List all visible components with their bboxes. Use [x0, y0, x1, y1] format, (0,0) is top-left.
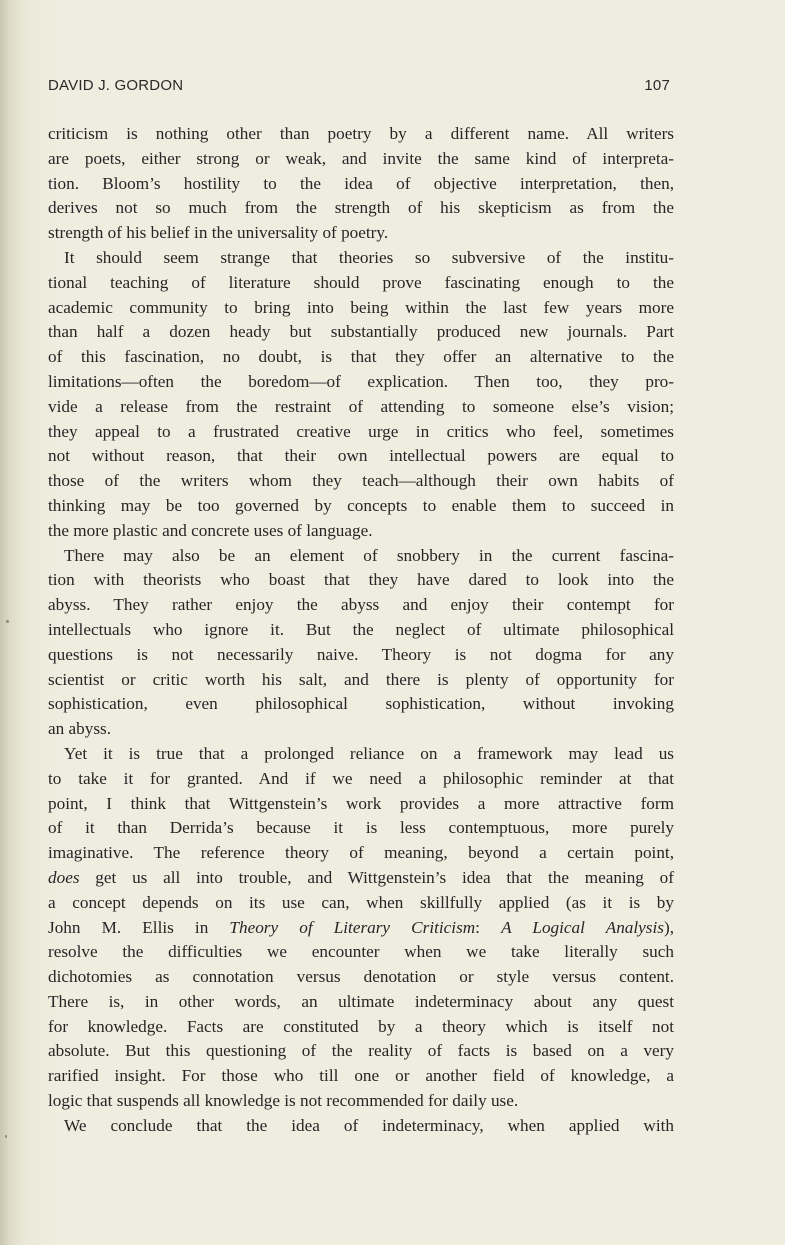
page-number: 107 [644, 77, 670, 94]
text-line [48, 370, 674, 395]
running-header [48, 77, 670, 97]
text-segment: rarified insight. For those who till one or another field of knowledge, a [48, 1066, 674, 1086]
text-segment: an abyss. [48, 719, 112, 739]
text-line [48, 122, 674, 147]
text-segment: intellectuals who ignore it. But the neglect of ultimate philosophical [48, 619, 674, 639]
text-line [48, 916, 674, 941]
text-segment: they appeal to a frustrated creative urge in critics who feel, sometimes [48, 421, 674, 441]
text-segment: absolute. But this questioning of the reality of facts is based on a very [48, 1041, 674, 1061]
text-line [48, 494, 674, 519]
text-line [48, 618, 674, 643]
text-line [48, 593, 674, 618]
text-line [48, 965, 674, 990]
text-line [48, 296, 674, 321]
text-segment: the more plastic and concrete uses of language. [48, 520, 373, 540]
text-line [48, 841, 674, 866]
text-segment: There may also be an element of snobbery in the current fascina- [64, 545, 674, 565]
text-segment: dichotomies as connotation versus denotation or style versus content. [48, 967, 674, 987]
text-segment: abyss. They rather enjoy the abyss and enjoy their contempt for [48, 595, 674, 615]
text-segment: ), [663, 917, 674, 937]
text-segment: those of the writers whom they teach—although their own habits of [48, 471, 674, 491]
text-segment: to take it for granted. And if we need a philosophic reminder at that [48, 768, 674, 788]
text-segment: questions is not necessarily naive. Theory is not dogma for any [48, 644, 674, 664]
text-segment: criticism is nothing other than poetry by a different name. All writers [48, 124, 674, 143]
text-line [48, 320, 674, 345]
text-line [48, 866, 674, 891]
text-segment: : [475, 917, 502, 937]
print-speck [5, 1135, 7, 1138]
italic-text: A Logical Analysis [501, 917, 664, 937]
body-text [48, 122, 674, 1139]
text-line [48, 767, 674, 792]
text-segment: scientist or critic worth his salt, and there is plenty of opportunity for [48, 669, 674, 689]
text-line [48, 345, 674, 370]
text-line [48, 1015, 674, 1040]
text-segment: tion. Bloom’s hostility to the idea of objective interpretation, then, [48, 173, 674, 193]
text-line [48, 1039, 674, 1064]
text-segment: Yet it is true that a prolonged reliance on a framework may lead us [64, 743, 674, 763]
text-line [48, 420, 674, 445]
text-line [48, 816, 674, 841]
text-segment: limitations—often the boredom—of explication. Then too, they pro- [48, 371, 674, 391]
text-segment: of this fascination, no doubt, is that they offer an alternative to the [48, 347, 674, 367]
text-line [48, 940, 674, 965]
text-segment: tion with theorists who boast that they have dared to look into the [48, 570, 674, 590]
text-segment: not without reason, that their own intellectual powers are equal to [48, 446, 674, 466]
text-segment: thinking may be too governed by concepts to enable them to succeed in [48, 495, 674, 515]
text-line [48, 544, 674, 569]
text-segment: There is, in other words, an ultimate indeterminacy about any quest [48, 991, 674, 1011]
text-line [48, 1089, 674, 1114]
text-line [48, 990, 674, 1015]
text-line [48, 568, 674, 593]
italic-text: does [48, 867, 80, 887]
text-line [48, 246, 674, 271]
text-segment: academic community to bring into being within the last few years more [48, 297, 674, 317]
text-line [48, 1114, 674, 1139]
text-line [48, 469, 674, 494]
text-line [48, 643, 674, 668]
text-line [48, 147, 674, 172]
text-line [48, 271, 674, 296]
text-segment: resolve the difficulties we encounter when we take literally such [48, 942, 674, 962]
text-segment: are poets, either strong or weak, and invite the same kind of interpreta- [48, 148, 674, 168]
text-segment: It should seem strange that theories so subversive of the institu- [64, 247, 674, 267]
text-line [48, 221, 674, 246]
text-line [48, 792, 674, 817]
text-line [48, 717, 674, 742]
text-line [48, 891, 674, 916]
text-segment: logic that suspends all knowledge is not recommended for daily use. [48, 1091, 519, 1111]
text-line [48, 519, 674, 544]
italic-text: Theory of Literary Criticism [229, 917, 476, 937]
text-line [48, 395, 674, 420]
text-line [48, 1064, 674, 1089]
text-line [48, 692, 674, 717]
text-segment: strength of his belief in the universality of poetry. [48, 223, 389, 243]
text-segment: sophistication, even philosophical sophistication, without invoking [48, 694, 674, 714]
text-segment: tional teaching of literature should prove fascinating enough to the [48, 272, 674, 292]
text-line [48, 196, 674, 221]
text-segment: a concept depends on its use can, when skillfully applied (as it is by [48, 892, 674, 912]
text-line [48, 668, 674, 693]
text-line [48, 444, 674, 469]
text-segment: John M. Ellis in [48, 917, 230, 937]
text-segment: get us all into trouble, and Wittgenstein’s idea that the meaning of [79, 867, 674, 887]
text-segment: vide a release from the restraint of attending to someone else’s vision; [48, 396, 674, 416]
running-head-author: DAVID J. GORDON [48, 77, 184, 94]
text-line [48, 172, 674, 197]
text-segment: point, I think that Wittgenstein’s work provides a more attractive form [48, 793, 674, 813]
print-speck [6, 620, 9, 623]
text-line [48, 742, 674, 767]
text-segment: imaginative. The reference theory of meaning, beyond a certain point, [48, 843, 674, 863]
text-segment: for knowledge. Facts are constituted by a theory which is itself not [48, 1016, 674, 1036]
text-segment: We conclude that the idea of indeterminacy, when applied with [64, 1115, 674, 1135]
text-segment: of it than Derrida’s because it is less contemptuous, more purely [48, 818, 674, 838]
text-segment: than half a dozen heady but substantially produced new journals. Part [48, 322, 674, 342]
text-segment: derives not so much from the strength of his skepticism as from the [48, 198, 674, 218]
